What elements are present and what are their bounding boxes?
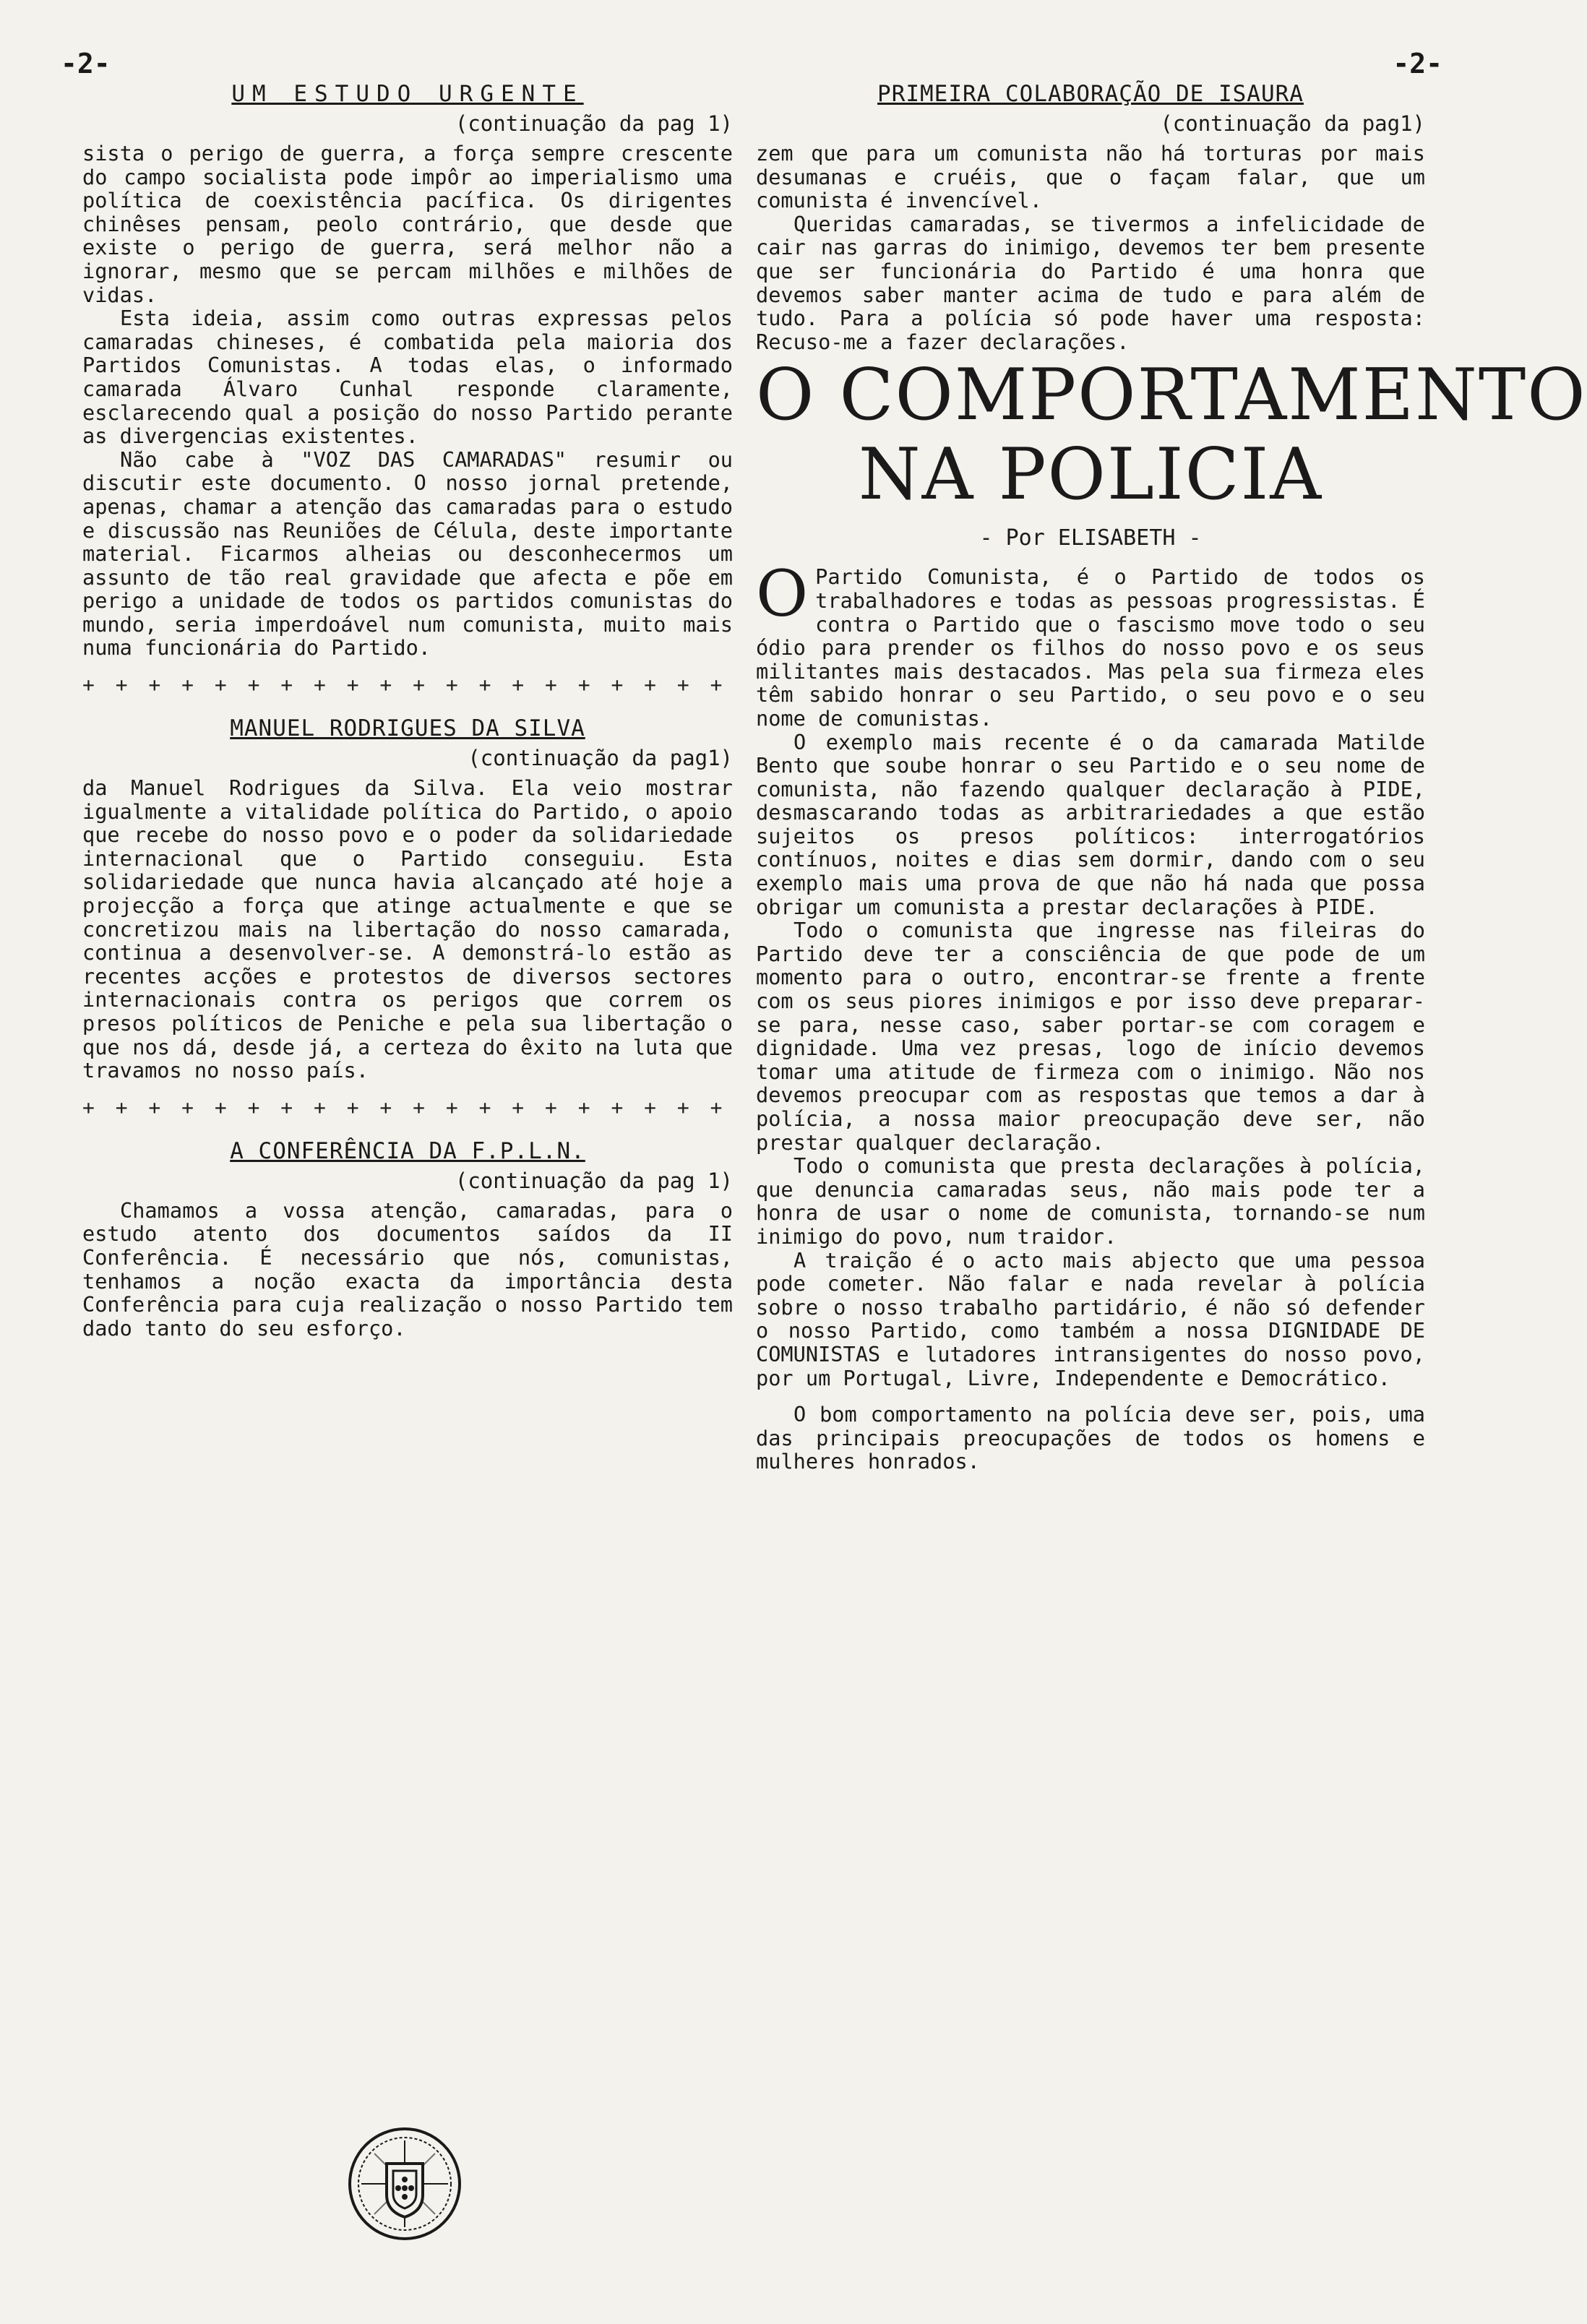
continuation-note: (continuação da pag1) bbox=[1160, 111, 1425, 136]
separator: + + + + + + + + + + + + + + + + + + + + bbox=[82, 673, 727, 697]
continuation-note: (continuação da pag1) bbox=[468, 746, 733, 771]
paragraph: Todo o comunista que presta declarações à polícia, que denuncia camaradas seus, não mais pode ter a honra de usar o nome de comunista, tornando-se num inimigo do povo, num traidor. bbox=[756, 1153, 1425, 1249]
article-manuel-rodrigues bbox=[82, 715, 733, 1083]
paragraph: Queridas camaradas, se tivermos a infelicidade de cair nas garras do inimigo, devemos ter bem presente que ser funcionária do Partido é uma honra que devemos saber manter acima de tudo e para além de tudo. Para a polícia só pode haver uma resposta: Recuso-me a fazer declarações. bbox=[756, 211, 1425, 354]
paragraph: O bom comportamento na polícia deve ser, pois, uma das principais preocupações de todos os homens e mulheres honrados. bbox=[756, 1402, 1425, 1474]
drop-cap: O bbox=[756, 556, 809, 632]
paragraph: Não cabe à "VOZ DAS CAMARADAS" resumir ou discutir este documento. O nosso jornal pretende, apenas, chamar a atenção das camaradas para o estudo e discussão nas Reuniões de Célula, deste importante material. Ficarmos alheias ou desconhecermos um assunto de tão real gravidade que afecta e põe em perigo a unidade de todos os partidos comunistas do mundo, seria imperdoável num comunista, muito mais numa funcionária do Partido. bbox=[82, 447, 733, 660]
headline-line-1: O COMPORTAMENTO bbox=[756, 354, 1587, 437]
article-conferencia-fpln bbox=[82, 1138, 733, 1340]
page-number-right: -2- bbox=[1393, 48, 1442, 79]
right-column bbox=[756, 81, 1587, 1474]
paragraph bbox=[756, 556, 1425, 731]
paragraph: zem que para um comunista não há torturas por mais desumanas e cruéis, que o façam falar, que um comunista é invencível. bbox=[756, 141, 1425, 213]
byline: - Por ELISABETH - bbox=[979, 525, 1202, 551]
paragraph: Chamamos a vossa atenção, camaradas, para o estudo atento dos documentos saídos da II Conferência. É necessário que nós, comunistas, tenhamos a noção exacta da importância desta Conferência para cuja realização o nosso Partido tem dado tanto do seu esforço. bbox=[82, 1197, 733, 1340]
article-title: MANUEL RODRIGUES DA SILVA bbox=[230, 715, 585, 742]
paragraph-text: Partido Comunista, é o Partido de todos os trabalhadores e todas as pessoas progressistas. É contra o Partido que o fascismo move todo o seu ódio para prender os filhos do nosso povo e os seus militantes mais destacados. Mas pela sua firmeza eles têm sabido honrar o seu Partido, o seu povo e o seu nome de comunistas. bbox=[756, 564, 1425, 731]
paragraph: sista o perigo de guerra, a força sempre crescente do campo socialista pode impôr ao imperialismo uma política de coexistência pacífica. Os dirigentes chinêses pensam, peolo contrário, que desde que existe o perigo de guerra, será melhor não a ignorar, mesmo que se percam milhões e milhões de vidas. bbox=[82, 141, 733, 307]
paragraph: Todo o comunista que ingresse nas fileiras do Partido deve ter a consciência de que pode de um momento para o outro, encontrar-se frente a frente com os seus piores inimigos e por isso deve preparar-se para, nesse caso, saber portar-se com coragem e dignidade. Uma vez presas, logo de início devemos tomar uma atitude de firmeza com o inimigo. Não nos devemos preocupar com as respostas que temos a dar à polícia, a nossa maior preocupação deve ser, não prestar qualquer declaração. bbox=[756, 918, 1425, 1155]
headline-line-2: NA POLICIA bbox=[858, 434, 1323, 517]
paragraph: Esta ideia, assim como outras expressas pelos camaradas chineses, é combatida pela maioria dos Partidos Comunistas. A todas elas, o informado camarada Álvaro Cunhal responde claramente, esclarecendo qual a posição do nosso Partido perante as divergencias existentes. bbox=[82, 306, 733, 449]
article-colaboracao-isaura bbox=[756, 81, 1425, 353]
left-column bbox=[82, 81, 733, 1340]
coat-of-arms-seal-icon bbox=[347, 2126, 463, 2242]
paragraph: da Manuel Rodrigues da Silva. Ela veio mostrar igualmente a vitalidade política do Partido, o apoio que recebe do nosso povo e o poder da solidariedade internacional que o Partido conseguiu. Esta solidariedade que nunca havia alcançado até hoje a projecção a força que atinge actualmente e que se concretizou mais na libertação do nosso camarada, continua a desenvolver-se. A demonstrá-lo estão as recentes acções e protestos de diversos sectores internacionais contra os perigos que correm os presos políticos de Peniche e pela sua libertação o que nos dá, desde já, a certeza do êxito na luta que travamos no nosso país. bbox=[82, 775, 733, 1083]
article-title: PRIMEIRA COLABORAÇÃO DE ISAURA bbox=[877, 81, 1304, 107]
article-title: UM ESTUDO URGENTE bbox=[231, 81, 584, 107]
separator: + + + + + + + + + + + + + + + + + + + + bbox=[82, 1095, 727, 1119]
paragraph: A traição é o acto mais abjecto que uma pessoa pode cometer. Não falar e nada revelar à polícia sobre o nosso trabalho partidário, é não só defender o nosso Partido, como também a nossa DIGNIDADE DE COMUNISTAS e lutadores intransigentes do nosso povo, por um Portugal, Livre, Independente e Democrático. bbox=[756, 1247, 1425, 1390]
continuation-note: (continuação da pag 1) bbox=[455, 1168, 733, 1193]
page-number-left: -2- bbox=[61, 48, 111, 79]
continuation-note: (continuação da pag 1) bbox=[455, 111, 733, 136]
article-title: A CONFERÊNCIA DA F.P.L.N. bbox=[230, 1137, 585, 1164]
article-comportamento-policia bbox=[756, 354, 1587, 1474]
paragraph: O exemplo mais recente é o da camarada Matilde Bento que soube honrar o seu Partido e o seu nome de comunista, não fazendo qualquer declaração à PIDE, desmascarando todas as arbitrariedades a que estão sujeitos os presos políticos: interrogatórios contínuos, noites e dias sem dormir, dando com o seu exemplo mais uma prova de que não há nada que possa obrigar um comunista a prestar declarações à PIDE. bbox=[756, 729, 1425, 919]
article-estudo-urgente bbox=[82, 81, 733, 660]
